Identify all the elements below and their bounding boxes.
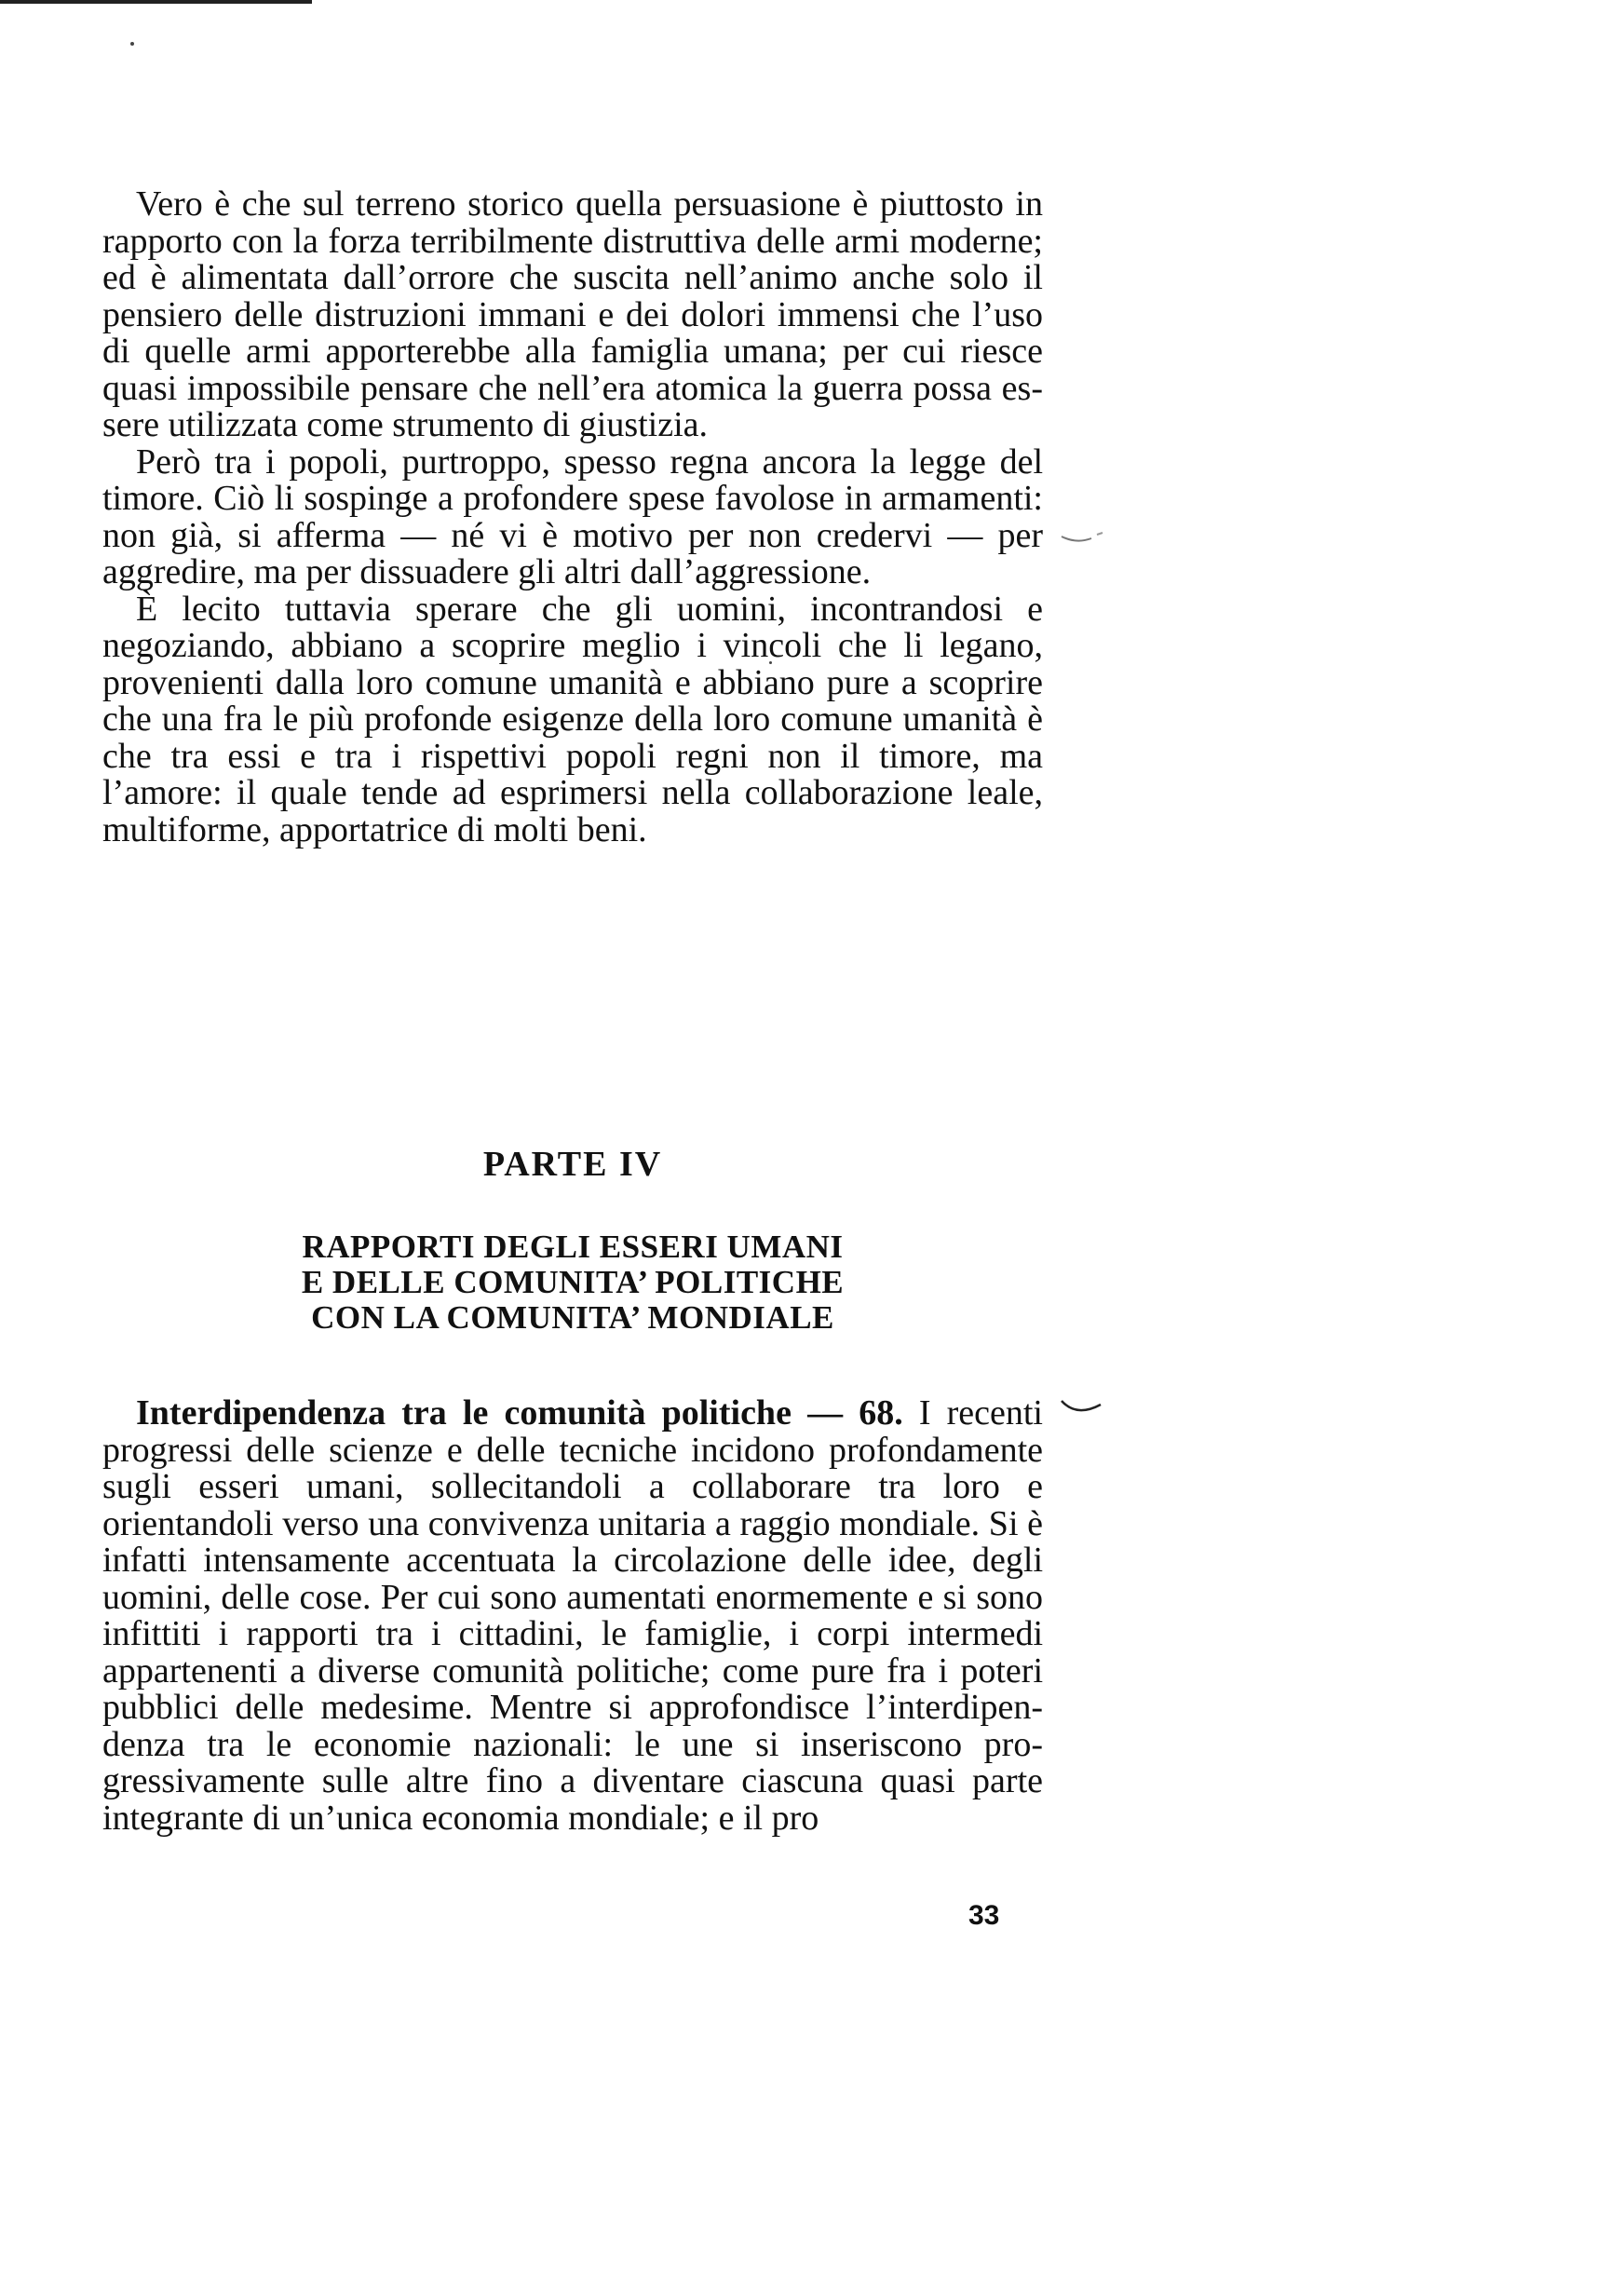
top-rule — [0, 0, 312, 4]
scan-speck — [130, 42, 134, 46]
section-heading-line: E DELLE COMUNITA’ POLITICHE — [301, 1264, 845, 1300]
margin-pencil-mark — [1060, 1397, 1106, 1421]
paragraph: Vero è che sul terreno storico quella persuasione è piuttosto in rapporto con la forza terribilmente distruttiva delle armi moderne; ed è alimentata dall’orrore che suscita nell’animo anche solo il pensiero delle distruzioni immani e dei dolori immensi che l’uso di quelle armi apporterebbe alla famiglia umana; per cui riesce quasi impossibile pensare che nell’era atomica la guerra possa essere utilizzata come strumento di giustizia. — [102, 184, 1043, 444]
section-lead: Interdipendenza tra le comunità politiche — 68. — [136, 1393, 903, 1433]
page-body — [102, 184, 1043, 1838]
page-number: 33 — [968, 1900, 1000, 1931]
section-text: I recenti progressi delle scienze e delle tecniche incidono profondamente sugli esseri umani, sollecitandoli a collaborare tra loro e orientandoli verso una convivenza unitaria a raggio mondiale. Si è infatti intensamente accentuata la circolazione delle idee, degli uomini, delle cose. Per cui sono aumentati enormemente e si sono infittiti i rapporti tra i cittadini, le famiglie, i corpi intermedi appartenenti a diverse comunità politiche; come pure fra i poteri pubblici delle medesime. Mentre si approfondisce l’interdipendenza tra le economie nazionali: le une si inseriscono progressivamente sulle altre fino a diventare ciascuna quasi parte integrante di un’unica economia mondiale; e il pro — [102, 1393, 1043, 1838]
paragraph: È lecito tuttavia sperare che gli uomini, incontrandosi e negoziando, abbiano a scoprire meglio i vincoli che li legano, provenienti dalla loro comune umanità e abbiano pure a scoprire che una fra le più profonde esigenze della loro comune umanità è che tra essi e tra i rispettivi popoli regni non il timore, ma l’amore: il quale tende ad esprimersi nella collaborazione leale, multiforme, apportatrice di molti beni. — [102, 589, 1043, 849]
paragraph: Però tra i popoli, purtroppo, spesso regna ancora la legge del timore. Ciò li sospinge a profondere spese favolose in armamenti: non già, si afferma — né vi è motivo per non credervi — per aggredire, ma per dissuadere gli altri dall’aggressione. — [102, 441, 1043, 591]
section-body — [102, 1395, 1043, 1837]
paragraph — [102, 1395, 1043, 1837]
section-heading-line: CON LA COMUNITA’ MONDIALE — [311, 1299, 834, 1336]
margin-pencil-mark — [1060, 531, 1106, 550]
section-heading-line: RAPPORTI DEGLI ESSERI UMANI — [302, 1229, 844, 1265]
section-heading — [102, 1229, 1043, 1336]
part-title: PARTE IV — [482, 1145, 663, 1184]
